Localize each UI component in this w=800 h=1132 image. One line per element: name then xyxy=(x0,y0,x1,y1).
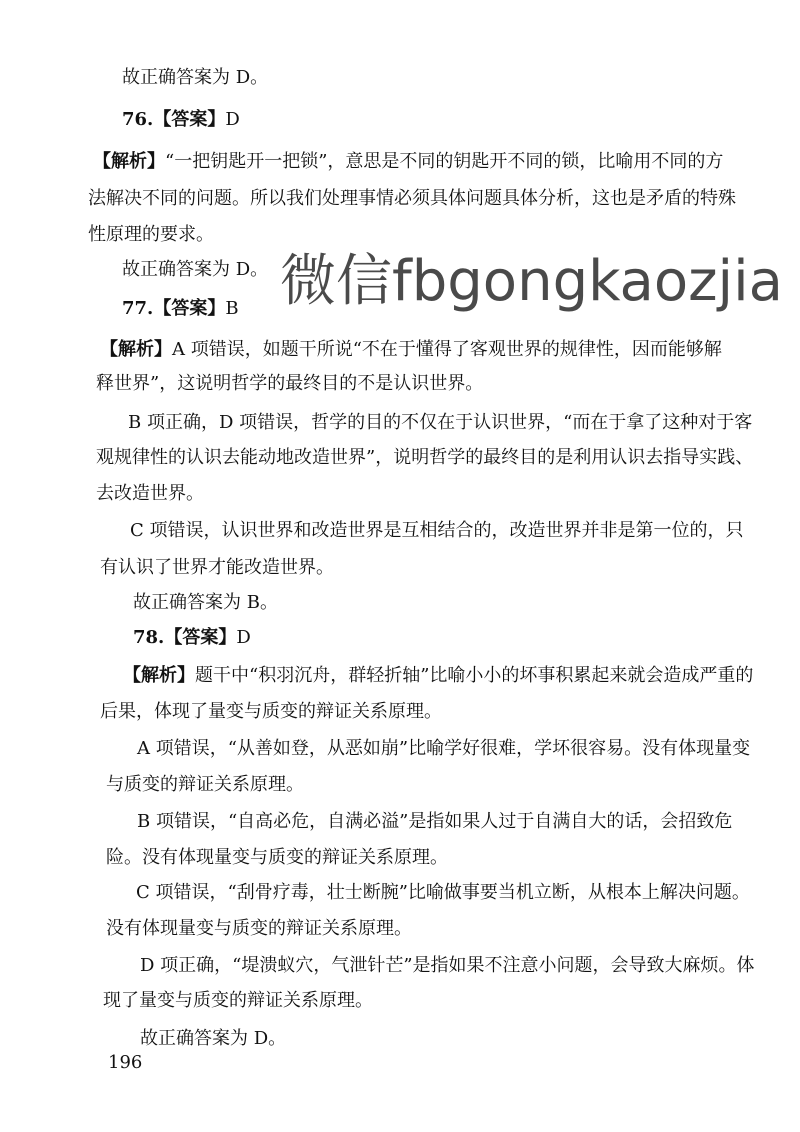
text-line: 法解决不同的问题。所以我们处理事情必须具体问题具体分析，这也是矛盾的特殊 xyxy=(88,188,736,209)
page-number: 196 xyxy=(108,1052,143,1073)
text-line: 故正确答案为 B。 xyxy=(133,592,278,613)
text-line: 释世界”，这说明哲学的最终目的不是认识世界。 xyxy=(96,373,484,394)
text-line: 观规律性的认识去能动地改造世界”，说明哲学的最终目的是利用认识去指导实践、 xyxy=(96,447,754,468)
text-line: 没有体现量变与质变的辩证关系原理。 xyxy=(106,918,412,939)
text-line: 有认识了世界才能改造世界。 xyxy=(100,557,334,578)
text-line: 【解析】“一把钥匙开一把锁”，意思是不同的钥匙开不同的锁，比喻用不同的方 xyxy=(93,151,724,172)
text-line: 险。没有体现量变与质变的辩证关系原理。 xyxy=(106,847,448,868)
text-line: 故正确答案为 D。 xyxy=(122,259,269,280)
answer-heading: 76.【答案】D xyxy=(122,109,240,130)
text-line: C 项错误，“刮骨疗毒，壮士断腕”比喻做事要当机立断，从根本上解决问题。 xyxy=(136,882,750,903)
watermark: 微信fbgongkaozjia xyxy=(280,249,783,314)
answer-heading: 78.【答案】D xyxy=(133,627,251,648)
text-line: 【解析】A 项错误，如题干所说“不在于懂得了客观世界的规律性，因而能够解 xyxy=(100,339,722,360)
text-line: 故正确答案为 D。 xyxy=(140,1028,287,1049)
text-line: D 项正确，“堤溃蚁穴，气泄针芒”是指如果不注意小问题，会导致大麻烦。体 xyxy=(140,955,755,976)
text-line: 故正确答案为 D。 xyxy=(122,67,269,88)
answer-heading: 77.【答案】B xyxy=(122,298,239,319)
text-line: 去改造世界。 xyxy=(96,483,204,504)
text-line: C 项错误，认识世界和改造世界是互相结合的，改造世界并非是第一位的，只 xyxy=(130,520,744,541)
text-line: B 项错误，“自高必危，自满必溢”是指如果人过于自满自大的话，会招致危 xyxy=(137,811,733,832)
text-line: B 项正确，D 项错误，哲学的目的不仅在于认识世界，“而在于拿了这种对于客 xyxy=(128,412,753,433)
text-line: 【解析】题干中“积羽沉舟，群轻折轴”比喻小小的坏事积累起来就会造成严重的 xyxy=(123,665,754,686)
text-line: 与质变的辩证关系原理。 xyxy=(106,774,304,795)
text-line: 性原理的要求。 xyxy=(88,224,214,245)
text-line: A 项错误，“从善如登，从恶如崩”比喻学好很难，学坏很容易。没有体现量变 xyxy=(137,738,751,759)
text-line: 后果，体现了量变与质变的辩证关系原理。 xyxy=(100,701,442,722)
text-line: 现了量变与质变的辩证关系原理。 xyxy=(103,990,373,1011)
